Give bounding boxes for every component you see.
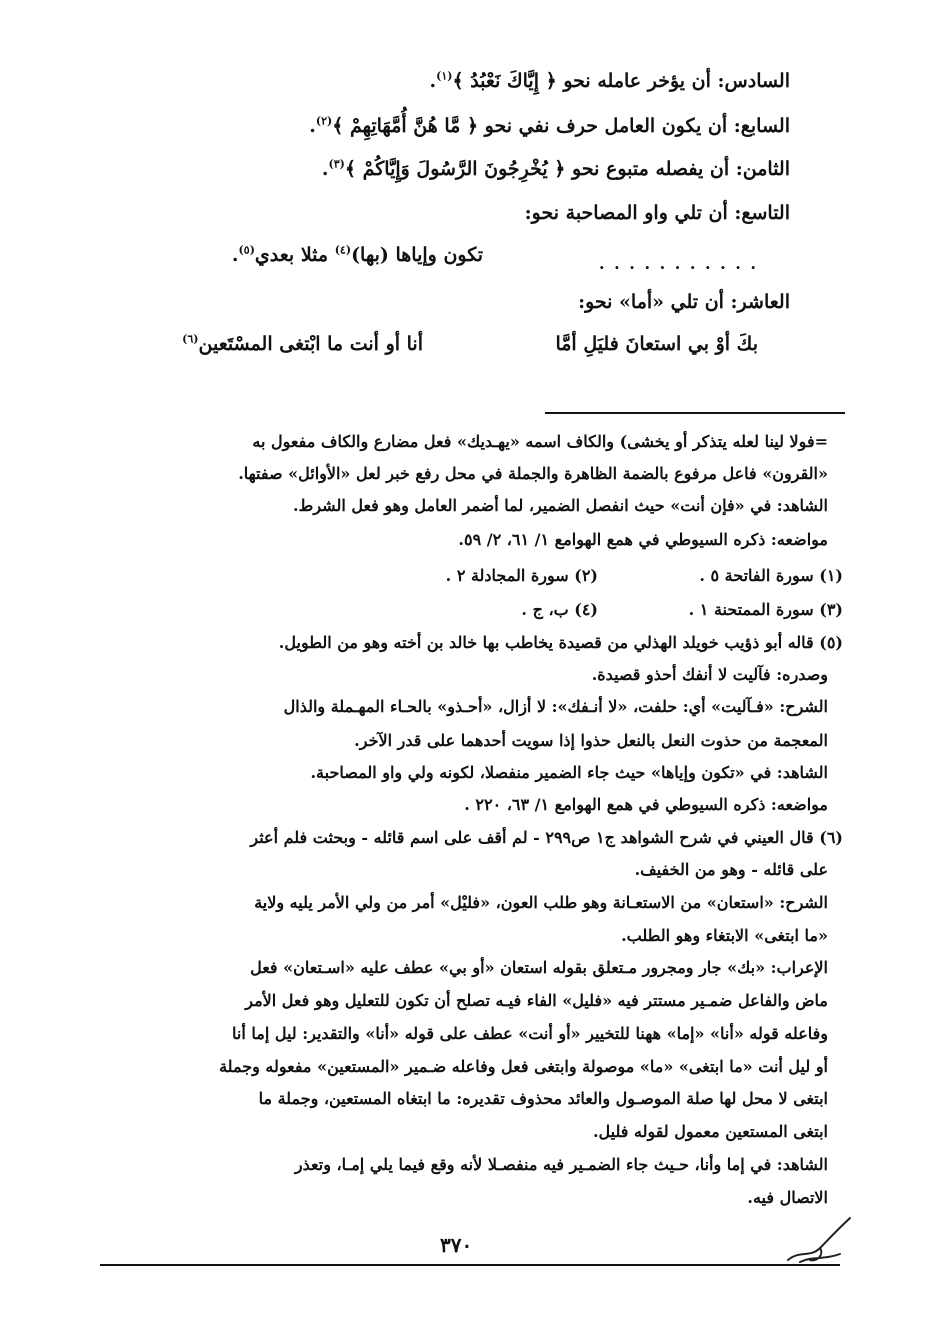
footnote-ref: (٥) <box>238 243 255 257</box>
footnote-separator <box>545 412 845 414</box>
footnote-6-line <box>250 828 843 847</box>
main-line-9 <box>525 202 790 224</box>
footnote-5-line <box>284 697 828 716</box>
punctuation: . <box>429 70 437 92</box>
main-line-6 <box>429 70 790 92</box>
footnote-text: الشاهد: في «فإن أنت» حيث انفصل الضمير، لما أضمر العامل وهو فعل الشرط. <box>292 496 828 515</box>
verse1-hemistich <box>232 244 483 266</box>
footnote-text: مواضعه: ذكره السيوطي في همع الهوامع ١/ ٦٣، ٢٢٠ . <box>464 795 828 814</box>
footnote-6-line <box>259 1089 828 1108</box>
footnote-text: الشرح: «فـآليت» أي: حلفت، «لا أنـفك»: لا أزال، «أحـذو» بالحـاء المهـملة والذال <box>283 697 828 716</box>
footnote-text: (٥) قاله أبو ذؤيب خويلد الهذلي من قصيدة يخاطب بها خالد بن أخته وهو من الطويل. <box>278 633 843 652</box>
main-line-text: السادس: أن يؤخر عامله نحو ﴿ إِيَّاكَ نَعْبُدُ ﴾ <box>452 70 790 92</box>
main-line-text: التاسع: أن تلي واو المصاحبة نحو: <box>524 202 790 224</box>
ellipsis-dots: . . . . . . . . . . . <box>599 254 758 273</box>
footnote-continuation-line <box>293 496 828 515</box>
main-line-text: السابع: أن يكون العامل حرف نفي نحو ﴿ مَّا هُنَّ أُمَّهَاتِهِمْ ﴾ <box>332 115 790 137</box>
footnote-text: المعجمة من حذوت النعل بالنعل حذوا إذا سويت أحدهما على قدر الآخر. <box>354 731 828 750</box>
verse-text: تكون وإياها (بها) <box>351 244 483 266</box>
footnote-ref: (٦) <box>182 332 199 346</box>
footnote-text: «القرون» فاعل مرفوع بالضمة الظاهرة والجملة في محل رفع خبر لعل «الأوائل» صفتها. <box>238 464 828 483</box>
verse-text: أنا أو أنت ما ابْتغى المسْتَعين <box>198 333 423 355</box>
footnote-6-line <box>593 1122 828 1141</box>
footnote-6-line <box>747 1188 828 1207</box>
punctuation: . <box>309 115 316 137</box>
footnote-text: الاتصال فيه. <box>747 1188 828 1207</box>
footnote-6-line <box>232 1024 828 1043</box>
footnote-text: على قائله - وهو من الخفيف. <box>634 860 828 879</box>
footnote-ref: (٢) <box>315 114 333 128</box>
footnote-text: (٣) سورة الممتحنة ١ . <box>688 600 843 619</box>
footnote-text: الإعراب: «بك» جار ومجرور مـتعلق بقوله استعان «أو بي» عطف عليه «اسـتعان» فعل <box>250 958 828 977</box>
handwritten-mark-icon <box>780 1210 860 1270</box>
footnote-ref-1 <box>699 566 843 585</box>
footnote-ref: (٣) <box>328 157 345 171</box>
verse-text: مثلا بعدي <box>254 244 329 266</box>
footnote-ref-3 <box>689 600 843 619</box>
footnote-6-line <box>219 1057 828 1076</box>
main-line-text: العاشر: أن تلي «أما» نحو: <box>578 291 790 313</box>
footnote-text: (٦) قال العيني في شرح الشواهد ج١ ص٢٩٩ - لم أقف على اسم قائله - وبحثت فلم أعثر <box>250 828 843 847</box>
main-line-7 <box>309 115 790 137</box>
footnote-text: الشرح: «استعان» من الاستعـانة وهو طلب العون، «فليْل» أمر من ولي الأمر يليه ولاية <box>254 893 828 912</box>
main-line-10 <box>578 291 790 313</box>
footnote-6-line <box>295 1155 828 1174</box>
footnote-5-line <box>310 763 828 782</box>
footnote-6-line <box>245 991 828 1010</box>
footnote-text: (٢) سورة المجادلة ٢ . <box>445 566 598 585</box>
footnote-text: ماض والفاعل ضمـير مستتر فيه «فليل» الفاء فيـه تصلح أن تكون للتعليل وهو فعل الأمر <box>245 991 828 1010</box>
footnote-text: ابتغى المستعين معمول لقوله فليل. <box>592 1122 828 1141</box>
footnote-text: وفاعله قوله «أنا» «إما» ههنا للتخيير «أو أنت» عطف على قوله «أنا» والتقدير: ليل إما أنا <box>232 1024 828 1043</box>
footnote-5-line <box>464 795 828 814</box>
footnote-text: =فولا لينا لعله يتذكر أو يخشى) والكاف اسمه «يهـديك» فعل مضارع والكاف مفعول به <box>252 432 828 451</box>
footnote-5-line <box>592 665 828 684</box>
verse2-first-hemistich <box>555 333 758 355</box>
footnote-continuation-line <box>238 464 828 483</box>
footnote-text: ابتغى لا محل لها صلة الموصـول والعائد محذوف تقديره: ما ابتغاه المستعين، وجملة ما <box>258 1089 828 1108</box>
footnote-6-line <box>621 926 828 945</box>
footnote-5-line <box>354 731 828 750</box>
verse2-second-hemistich <box>182 333 423 355</box>
footnote-6-line <box>635 860 828 879</box>
footnote-text: الشاهد: في إما وأنا، حـيث جاء الضمـير فيه منفصـلا لأنه وقع فيما يلي إمـا، وتعذر <box>294 1155 828 1174</box>
footnote-text: مواضعه: ذكره السيوطي في همع الهوامع ١/ ٦١، ٢/ ٥٩. <box>458 530 828 549</box>
main-line-8 <box>322 158 790 180</box>
main-line-text: الثامن: أن يفصله متبوع نحو ﴿ يُخْرِجُونَ الرَّسُولَ وَإِيَّاكُمْ ﴾ <box>344 158 790 180</box>
footnote-ref-2 <box>446 566 598 585</box>
footnote-ref-4 <box>521 600 598 619</box>
punctuation: . <box>321 158 329 180</box>
punctuation: . <box>231 244 239 266</box>
bottom-rule <box>100 1264 840 1266</box>
verse-text: بكَ أوْ بي استعانَ فليَلِ أمَّا <box>555 333 758 355</box>
footnote-text: أو ليل أنت «ما ابتغى» «ما» موصولة وابتغى فعل وفاعله ضـمير «المستعين» مفعوله وجملة <box>219 1057 828 1076</box>
footnote-text: (٤) ب، ج . <box>521 600 598 619</box>
footnote-text: الشاهد: في «تكون وإياها» حيث جاء الضمير منفصلا، لكونه ولي واو المصاحبة. <box>310 763 828 782</box>
footnote-5-line <box>279 633 843 652</box>
footnote-6-line <box>254 893 828 912</box>
page-number: ٣٧٠ <box>440 1233 473 1257</box>
footnote-continuation-line <box>252 432 828 451</box>
footnote-6-line <box>250 958 828 977</box>
footnote-text: «ما ابتغى» الابتغاء وهو الطلب. <box>621 926 828 945</box>
footnote-ref: (٤) <box>334 243 352 257</box>
footnote-text: وصدره: فآليت لا أنفك أحذو قصيدة. <box>591 665 828 684</box>
verse1-dots <box>599 254 758 273</box>
footnote-ref: (١) <box>436 69 453 83</box>
footnote-continuation-line <box>458 530 828 549</box>
footnote-text: (١) سورة الفاتحة ٥ . <box>699 566 843 585</box>
